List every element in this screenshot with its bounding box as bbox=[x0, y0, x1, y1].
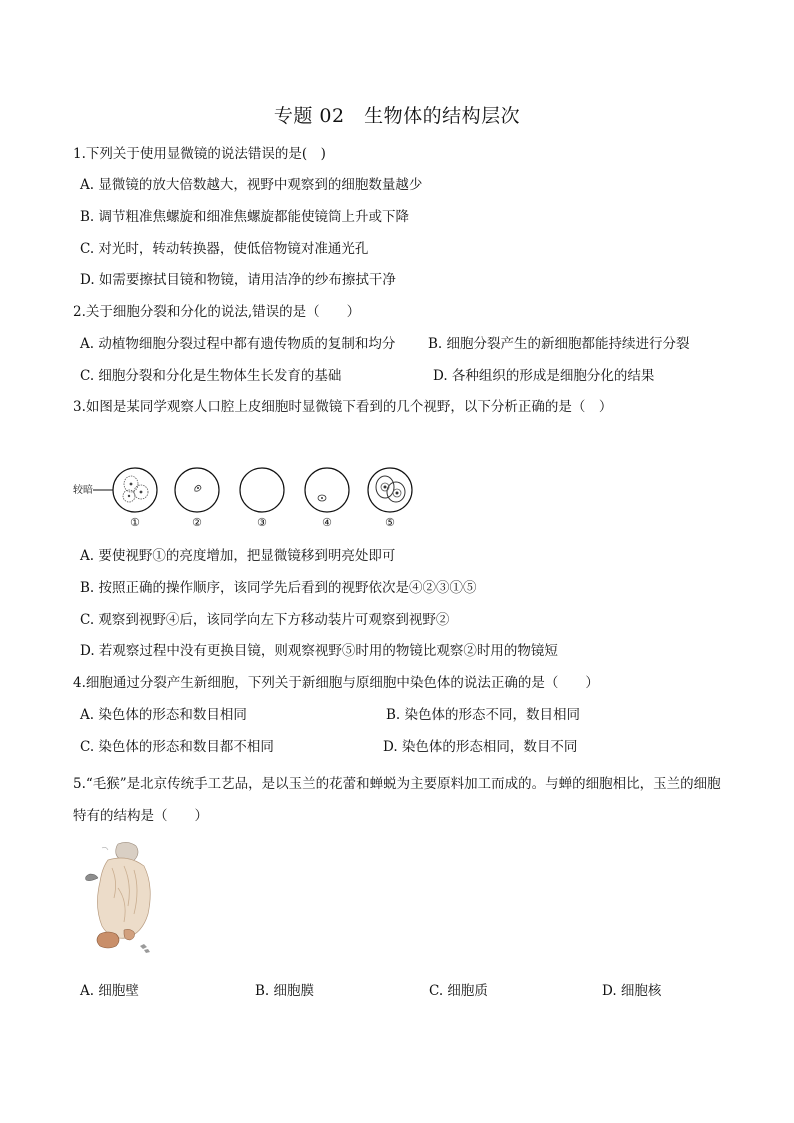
page-title: 专题 02 生物体的结构层次 bbox=[273, 105, 521, 127]
question-1-option-d: D. 如需要擦拭目镜和物镜，请用洁净的纱布擦拭干净 bbox=[80, 272, 396, 288]
field-4-label: ④ bbox=[322, 516, 332, 529]
question-4-stem: 4.细胞通过分裂产生新细胞，下列关于新细胞与原细胞中染色体的说法正确的是（ ） bbox=[73, 675, 599, 691]
question-1-option-b: B. 调节粗准焦螺旋和细准焦螺旋都能使镜筒上升或下降 bbox=[80, 209, 410, 225]
question-1-option-c: C. 对光时，转动转换器，使低倍物镜对准通光孔 bbox=[80, 241, 369, 257]
field-3 bbox=[240, 468, 284, 512]
question-5-option-c: C. 细胞质 bbox=[429, 983, 488, 999]
question-3-stem: 3.如图是某同学观察人口腔上皮细胞时显微镜下看到的几个视野，以下分析正确的是（ ） bbox=[73, 399, 613, 415]
question-2-option-d: D. 各种组织的形成是细胞分化的结果 bbox=[433, 368, 655, 384]
question-5-option-a: A. 细胞壁 bbox=[80, 983, 139, 999]
question-3-option-a: A. 要使视野①的亮度增加，把显微镜移到明亮处即可 bbox=[80, 548, 396, 564]
field-1 bbox=[113, 468, 157, 512]
figure-label-dark: 较暗 bbox=[73, 485, 93, 496]
question-5-option-b: B. 细胞膜 bbox=[255, 983, 315, 999]
field-3-label: ③ bbox=[257, 516, 267, 529]
question-5-option-d: D. 细胞核 bbox=[602, 983, 662, 999]
question-4-option-c: C. 染色体的形态和数目都不相同 bbox=[80, 739, 274, 755]
field-1-label: ① bbox=[130, 516, 140, 529]
field-4 bbox=[305, 468, 349, 512]
question-1-option-a: A. 显微镜的放大倍数越大，视野中观察到的细胞数量越少 bbox=[80, 177, 423, 193]
question-4-option-b: B. 染色体的形态不同，数目相同 bbox=[386, 707, 581, 723]
question-1-stem: 1.下列关于使用显微镜的说法错误的是( ) bbox=[73, 146, 326, 162]
field-5 bbox=[368, 468, 412, 512]
question-2-stem: 2.关于细胞分裂和分化的说法,错误的是（ ） bbox=[73, 304, 361, 320]
question-2-option-a: A. 动植物细胞分裂过程中都有遗传物质的复制和均分 bbox=[80, 336, 396, 352]
question-2-option-b: B. 细胞分裂产生的新细胞都能持续进行分裂 bbox=[428, 336, 690, 352]
question-2-option-c: C. 细胞分裂和分化是生物体生长发育的基础 bbox=[80, 368, 342, 384]
question-3-option-c: C. 观察到视野④后，该同学向左下方移动装片可观察到视野② bbox=[80, 612, 450, 628]
field-5-label: ⑤ bbox=[385, 516, 395, 529]
microscope-fields-figure bbox=[73, 460, 433, 532]
question-4-option-a: A. 染色体的形态和数目相同 bbox=[80, 707, 247, 723]
field-2-label: ② bbox=[192, 516, 202, 529]
question-4-option-d: D. 染色体的形态相同，数目不同 bbox=[383, 739, 578, 755]
field-2 bbox=[175, 468, 219, 512]
maohou-craft-photo bbox=[78, 838, 168, 960]
question-5-stem: 5.“毛猴”是北京传统手工艺品，是以玉兰的花蕾和蝉蜕为主要原料加工而成的。与蝉的细胞相比，玉兰的细胞特有的结构是（ ） bbox=[73, 776, 721, 824]
question-3-option-b: B. 按照正确的操作顺序，该同学先后看到的视野依次是④②③①⑤ bbox=[80, 580, 477, 596]
question-3-option-d: D. 若观察过程中没有更换目镜，则观察视野⑤时用的物镜比观察②时用的物镜短 bbox=[80, 643, 558, 659]
